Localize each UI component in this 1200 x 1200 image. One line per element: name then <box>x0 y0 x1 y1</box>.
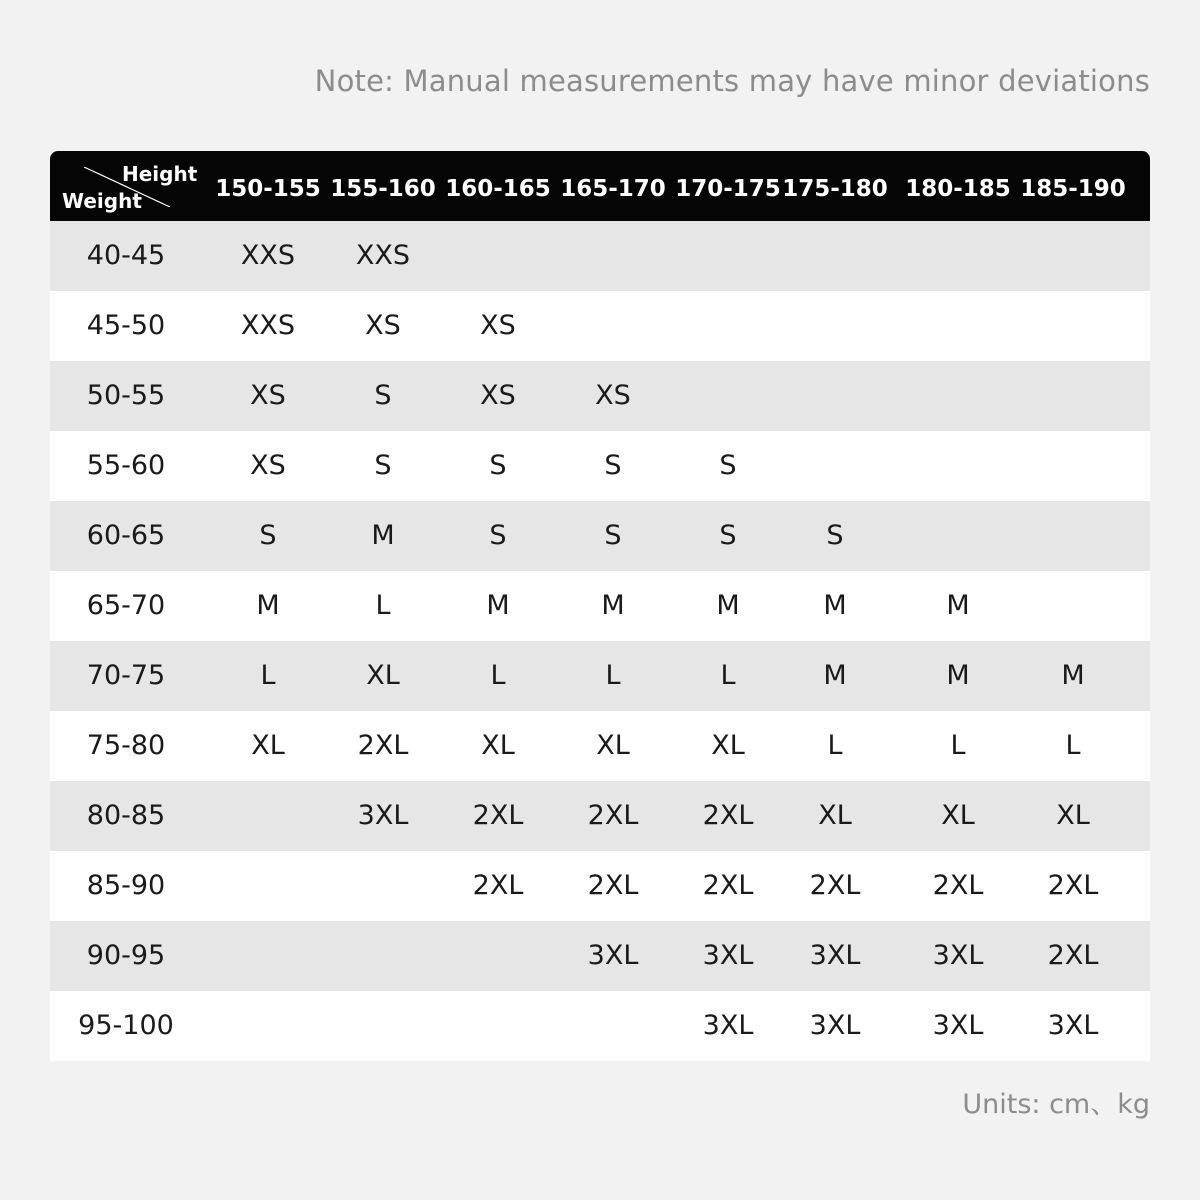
height-header-cell: 175-180 <box>782 176 888 202</box>
size-cell: M <box>946 590 970 621</box>
size-cell: 3XL <box>809 940 861 971</box>
height-header-cell: 170-175 <box>675 176 781 202</box>
weight-range-cell: 95-100 <box>78 1010 174 1041</box>
measurement-note: Note: Manual measurements may have minor deviations <box>314 64 1150 98</box>
header-corner-cell <box>50 151 200 221</box>
height-axis-label: Height <box>122 162 198 186</box>
size-cell: S <box>826 520 844 551</box>
units-label: Units: cm、kg <box>962 1089 1150 1120</box>
table-row <box>50 641 1150 711</box>
table-row <box>50 361 1150 431</box>
size-cell: M <box>486 590 510 621</box>
size-cell: S <box>374 450 392 481</box>
size-cell: 3XL <box>932 940 984 971</box>
height-header-cell: 160-165 <box>445 176 551 202</box>
weight-range-cell: 65-70 <box>86 590 166 621</box>
table-row <box>50 781 1150 851</box>
size-cell: 2XL <box>1047 870 1099 901</box>
weight-range-cell: 50-55 <box>86 380 166 411</box>
size-cell: XS <box>365 310 401 341</box>
size-cell: XS <box>595 380 631 411</box>
size-cell: L <box>720 660 736 691</box>
weight-range-cell: 75-80 <box>86 730 166 761</box>
size-cell: XL <box>711 730 745 761</box>
size-cell: XL <box>941 800 975 831</box>
weight-range-cell: 60-65 <box>86 520 166 551</box>
size-cell: 3XL <box>357 800 409 831</box>
table-row <box>50 711 1150 781</box>
size-cell: 3XL <box>587 940 639 971</box>
size-cell: S <box>604 520 622 551</box>
table-row <box>50 431 1150 501</box>
table-row <box>50 921 1150 991</box>
size-cell: M <box>823 590 847 621</box>
size-cell: S <box>259 520 277 551</box>
table-body <box>50 221 1150 1061</box>
size-cell: L <box>827 730 843 761</box>
size-cell: XL <box>251 730 285 761</box>
size-cell: S <box>489 520 507 551</box>
size-cell: XL <box>481 730 515 761</box>
size-cell: S <box>489 450 507 481</box>
size-cell: 2XL <box>357 730 409 761</box>
weight-range-cell: 55-60 <box>86 450 166 481</box>
table-row <box>50 571 1150 641</box>
size-cell: XL <box>366 660 400 691</box>
size-cell: L <box>605 660 621 691</box>
table-row <box>50 221 1150 291</box>
table-header-row <box>50 151 1150 221</box>
size-cell: 2XL <box>472 800 524 831</box>
weight-range-cell: 80-85 <box>86 800 166 831</box>
size-cell: 3XL <box>809 1010 861 1041</box>
size-cell: M <box>716 590 740 621</box>
height-header-cell: 185-190 <box>1020 176 1126 202</box>
size-cell: 2XL <box>702 800 754 831</box>
size-cell: L <box>1065 730 1081 761</box>
table-row <box>50 501 1150 571</box>
table-row <box>50 291 1150 361</box>
size-cell: M <box>601 590 625 621</box>
size-cell: XXS <box>240 240 296 271</box>
weight-range-cell: 90-95 <box>86 940 166 971</box>
size-cell: L <box>950 730 966 761</box>
size-cell: L <box>375 590 391 621</box>
height-header-cell: 155-160 <box>330 176 436 202</box>
table-row <box>50 851 1150 921</box>
size-cell: XS <box>480 310 516 341</box>
size-cell: M <box>946 660 970 691</box>
size-cell: XXS <box>240 310 296 341</box>
size-cell: XXS <box>355 240 411 271</box>
size-cell: M <box>256 590 280 621</box>
size-cell: 2XL <box>587 870 639 901</box>
size-cell: XS <box>480 380 516 411</box>
size-cell: 2XL <box>472 870 524 901</box>
size-cell: XS <box>250 380 286 411</box>
size-cell: M <box>371 520 395 551</box>
height-header-cell: 180-185 <box>905 176 1011 202</box>
table-row <box>50 991 1150 1061</box>
size-cell: S <box>604 450 622 481</box>
size-cell: L <box>260 660 276 691</box>
weight-range-cell: 85-90 <box>86 870 166 901</box>
size-cell: M <box>1061 660 1085 691</box>
size-cell: 2XL <box>932 870 984 901</box>
height-header-cell: 165-170 <box>560 176 666 202</box>
height-header-cell: 150-155 <box>215 176 321 202</box>
size-cell: 3XL <box>1047 1010 1099 1041</box>
size-cell: S <box>719 450 737 481</box>
size-cell: XS <box>250 450 286 481</box>
size-chart-table <box>50 151 1150 1061</box>
size-cell: 2XL <box>1047 940 1099 971</box>
size-cell: 2XL <box>702 870 754 901</box>
weight-range-cell: 40-45 <box>86 240 166 271</box>
size-cell: 3XL <box>702 940 754 971</box>
size-cell: S <box>374 380 392 411</box>
size-cell: 3XL <box>932 1010 984 1041</box>
weight-axis-label: Weight <box>62 189 142 213</box>
weight-range-cell: 70-75 <box>86 660 166 691</box>
size-cell: L <box>490 660 506 691</box>
weight-range-cell: 45-50 <box>86 310 166 341</box>
size-cell: 2XL <box>809 870 861 901</box>
size-cell: XL <box>1056 800 1090 831</box>
size-cell: S <box>719 520 737 551</box>
size-cell: XL <box>596 730 630 761</box>
size-cell: M <box>823 660 847 691</box>
size-cell: XL <box>818 800 852 831</box>
size-cell: 3XL <box>702 1010 754 1041</box>
size-cell: 2XL <box>587 800 639 831</box>
